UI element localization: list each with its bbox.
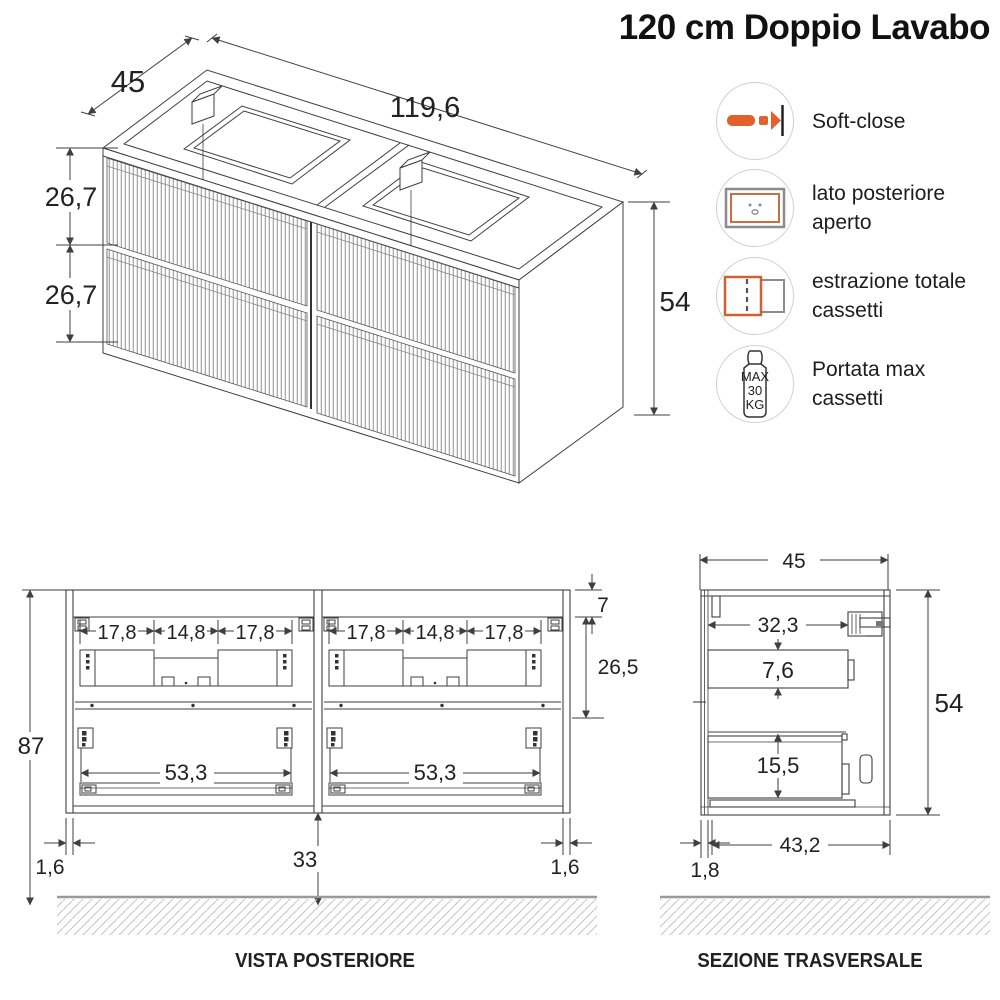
dim-148: 14,8	[415, 622, 455, 644]
feature-label: aperto	[812, 211, 872, 234]
dim-178-right: 17,8	[484, 622, 524, 644]
feature-label: cassetti	[812, 299, 884, 322]
badge-max: MAX	[740, 369, 770, 384]
feature-label: cassetti	[812, 387, 884, 410]
iso-cabinet-lines	[103, 70, 623, 483]
section-view-label: SEZIONE TRASVERSALE	[697, 950, 923, 972]
dim-inner-depth: 32,3	[757, 614, 799, 637]
ground-hatch-section	[660, 897, 990, 935]
full-extension-drawer-icon	[716, 257, 794, 335]
feature-label: estrazione totale	[812, 270, 967, 293]
dim-total-height: 87	[17, 733, 45, 760]
dim-top-rail: 7	[597, 594, 609, 617]
feature-label: lato posteriore	[812, 182, 946, 205]
dim-lower-drawer: 15,5	[756, 753, 800, 778]
dim-drawer-width: 53,3	[413, 760, 457, 785]
dim-back-offset: 1,8	[690, 859, 720, 882]
feature-label: Portata max	[812, 358, 926, 381]
dim-depth-label: 45	[110, 64, 146, 99]
feature-soft-close	[716, 82, 905, 160]
feature-max-load	[716, 345, 925, 423]
dim-178-right: 17,8	[235, 622, 275, 644]
rear-half-right	[324, 618, 562, 795]
rear-half-left	[75, 618, 313, 795]
rear-view-drawing	[0, 550, 660, 1000]
dim-148: 14,8	[166, 622, 206, 644]
page-title: 120 cm Doppio Lavabo	[618, 8, 990, 47]
dim-drawer1-label: 26,7	[44, 182, 98, 212]
dim-upper-drawer: 7,6	[762, 657, 794, 683]
feature-full-extension	[716, 257, 966, 335]
dim-floor-gap: 33	[292, 847, 318, 872]
dim-bottom-depth: 43,2	[779, 834, 821, 857]
soft-close-arrow-icon	[716, 82, 794, 160]
dim-drawer-width: 53,3	[164, 760, 208, 785]
badge-30: 30	[747, 383, 763, 398]
dim-upper-section: 26,5	[597, 656, 639, 679]
dim-side-left: 1,6	[35, 856, 65, 879]
dim-depth: 45	[782, 550, 806, 573]
dim-drawer2-label: 26,7	[44, 280, 98, 310]
feature-label: Soft-close	[812, 109, 906, 133]
dim-178-left: 17,8	[97, 622, 137, 644]
feature-open-back	[716, 169, 945, 247]
isometric-drawing	[0, 0, 700, 530]
badge-kg: KG	[745, 397, 765, 412]
dim-side-right: 1,6	[550, 856, 580, 879]
max-load-weight-icon	[716, 345, 794, 423]
dim-178-left: 17,8	[346, 622, 386, 644]
dim-height: 54	[934, 688, 964, 718]
open-back-panel-icon	[716, 169, 794, 247]
section-dimensions	[680, 554, 940, 858]
dim-width-label: 119,6	[389, 92, 461, 124]
rear-view-label: VISTA POSTERIORE	[235, 950, 415, 972]
section-view-drawing	[650, 550, 1000, 1000]
ground-hatch-rear	[57, 897, 597, 935]
dim-height-label: 54	[659, 286, 691, 317]
section-dimension-labels	[690, 550, 963, 882]
